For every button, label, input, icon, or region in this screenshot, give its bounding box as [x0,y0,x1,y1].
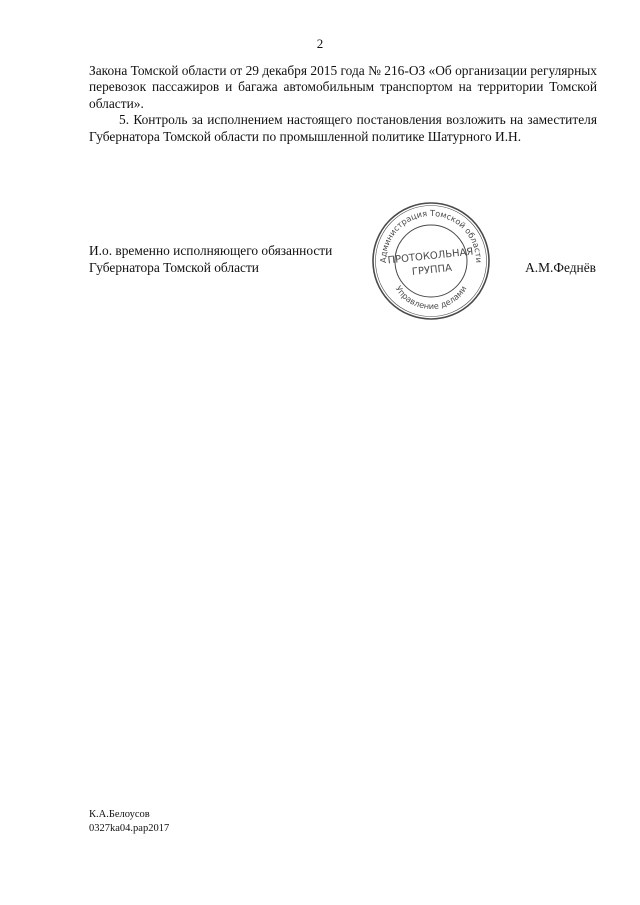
protocol-group-stamp [368,198,494,324]
signatory-name: А.М.Феднёв [525,260,596,275]
page-number: 2 [316,36,324,51]
footer [89,808,169,836]
signatory-title [89,242,332,276]
stamp-outer-bottom-text: Управление делами [393,283,469,312]
paragraph-5-control: 5. Контроль за исполнением настоящего постановления возложить на заместителя Губернатора Томской области по промышленной политике Шатурного И.Н. [89,112,597,144]
signatory-title-line-1: И.о. временно исполняющего обязанности [89,243,333,258]
stamp-seal-icon [368,198,494,324]
footer-file-code: 0327ka04.pap2017 [89,823,170,834]
stamp-inner-line-2: ГРУППА [411,262,453,279]
stamp-outer-top-text: Администрация Томской области [377,207,485,264]
signatory-title-line-2: Губернатора Томской области [89,260,259,275]
stamp-inner-line-1: ПРОТОКОЛЬНАЯ [387,246,474,267]
paragraph-continued: Закона Томской области от 29 декабря 2015 года № 216-ОЗ «Об организации регулярных перевозок пассажиров и багажа автомобильным транспортом на территории Томской области». [89,63,597,111]
document-body [89,63,597,145]
footer-author: К.А.Белоусов [89,809,150,820]
